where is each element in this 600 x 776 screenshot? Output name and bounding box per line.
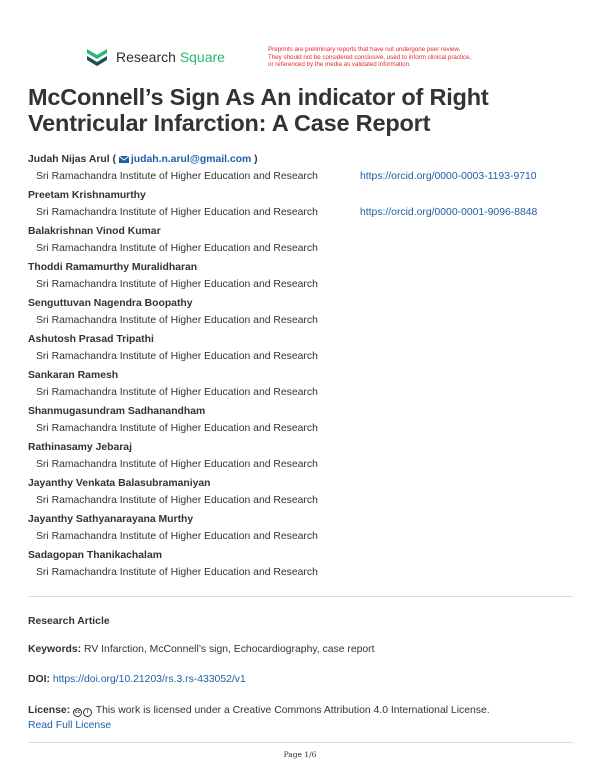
author-entry xyxy=(28,476,588,512)
author-entry xyxy=(28,440,588,476)
author-name: Rathinasamy Jebaraj xyxy=(28,442,132,453)
read-full-license-link[interactable]: Read Full License xyxy=(28,720,112,731)
creative-commons-icon: cc xyxy=(74,709,81,715)
doi-link[interactable]: https://doi.org/10.21203/rs.3.rs-433052/v1 xyxy=(52,674,246,685)
research-square-logo[interactable] xyxy=(86,46,225,68)
author-name: Jayanthy Sathyanarayana Murthy xyxy=(28,514,194,525)
email-link[interactable]: ( judah.n.arul@gmail.com ) xyxy=(112,154,258,165)
logo-research: Research xyxy=(116,49,176,65)
author-affiliation: Sri Ramachandra Institute of Higher Education and Research xyxy=(36,495,318,506)
author-entry xyxy=(28,188,588,224)
author-affiliation: Sri Ramachandra Institute of Higher Education and Research xyxy=(36,531,318,542)
author-affiliation: Sri Ramachandra Institute of Higher Education and Research xyxy=(36,279,318,290)
author-entry xyxy=(28,332,588,368)
logo-text xyxy=(116,49,225,65)
author-name: Balakrishnan Vinod Kumar xyxy=(28,226,161,237)
paper-title: McConnell’s Sign As An indicator of Right Ventricular Infarction: A Case Report xyxy=(28,84,489,136)
keywords xyxy=(28,642,578,657)
research-square-logo-icon xyxy=(86,46,108,68)
footer-divider xyxy=(28,742,573,743)
author-email[interactable]: judah.n.arul@gmail.com xyxy=(130,154,252,165)
author-affiliation: Sri Ramachandra Institute of Higher Education and Research xyxy=(36,351,318,362)
disclaimer-line: Preprints are preliminary reports that have not undergone peer review. xyxy=(268,46,461,53)
page-number: Page 1/6 xyxy=(283,750,317,759)
author-entry xyxy=(28,260,588,296)
author-name: Ashutosh Prasad Tripathi xyxy=(28,334,154,345)
author-affiliation: Sri Ramachandra Institute of Higher Education and Research xyxy=(36,387,318,398)
author-affiliation: Sri Ramachandra Institute of Higher Education and Research xyxy=(36,171,318,182)
keywords-label: Keywords: xyxy=(28,644,82,655)
orcid-link[interactable]: https://orcid.org/0000-0001-9096-8848 xyxy=(360,207,538,218)
author-name: Jayanthy Venkata Balasubramaniyan xyxy=(28,478,211,489)
author-name: Senguttuvan Nagendra Boopathy xyxy=(28,298,193,309)
author-name: Sankaran Ramesh xyxy=(28,370,119,381)
author-affiliation: Sri Ramachandra Institute of Higher Education and Research xyxy=(36,315,318,326)
author-entry xyxy=(28,296,588,332)
author-affiliation: Sri Ramachandra Institute of Higher Education and Research xyxy=(36,243,318,254)
author-entry xyxy=(28,404,588,440)
doi-label: DOI: xyxy=(28,674,50,685)
section-divider xyxy=(28,596,573,597)
author-affiliation: Sri Ramachandra Institute of Higher Education and Research xyxy=(36,207,318,218)
author-name: Shanmugasundram Sadhanandham xyxy=(28,406,206,417)
author-name: Thoddi Ramamurthy Muralidharan xyxy=(28,262,198,273)
envelope-icon xyxy=(119,156,129,163)
preprint-disclaimer xyxy=(268,46,538,69)
license-label: License: xyxy=(28,705,71,716)
author-affiliation: Sri Ramachandra Institute of Higher Education and Research xyxy=(36,423,318,434)
doi xyxy=(28,672,578,687)
keywords-value: RV Infarction, McConnell’s sign, Echocardiography, case report xyxy=(84,644,375,655)
author-entry xyxy=(28,512,588,548)
logo-square: Square xyxy=(179,49,225,65)
disclaimer-line: They should not be considered conclusive, used to inform clinical practice, xyxy=(268,53,472,61)
license-text: This work is licensed under a Creative Commons Attribution 4.0 International License. xyxy=(95,705,490,716)
author-entry xyxy=(28,224,588,260)
page-header xyxy=(0,0,600,80)
disclaimer-line: or referenced by the media as validated information. xyxy=(268,61,411,69)
license xyxy=(28,703,578,733)
author-name: Judah Nijas Arul xyxy=(28,154,110,165)
author-name: Preetam Krishnamurthy xyxy=(28,190,146,201)
article-type xyxy=(28,614,578,629)
author-entry xyxy=(28,152,588,188)
orcid-link[interactable]: https://orcid.org/0000-0003-1193-9710 xyxy=(360,171,537,182)
attribution-icon: i xyxy=(83,708,92,717)
author-name: Sadagopan Thanikachalam xyxy=(28,550,162,561)
author-entry xyxy=(28,548,588,584)
author-list xyxy=(28,152,588,584)
author-affiliation: Sri Ramachandra Institute of Higher Education and Research xyxy=(36,567,318,578)
article-type-label: Research Article xyxy=(28,616,110,627)
author-affiliation: Sri Ramachandra Institute of Higher Education and Research xyxy=(36,459,318,470)
author-entry xyxy=(28,368,588,404)
